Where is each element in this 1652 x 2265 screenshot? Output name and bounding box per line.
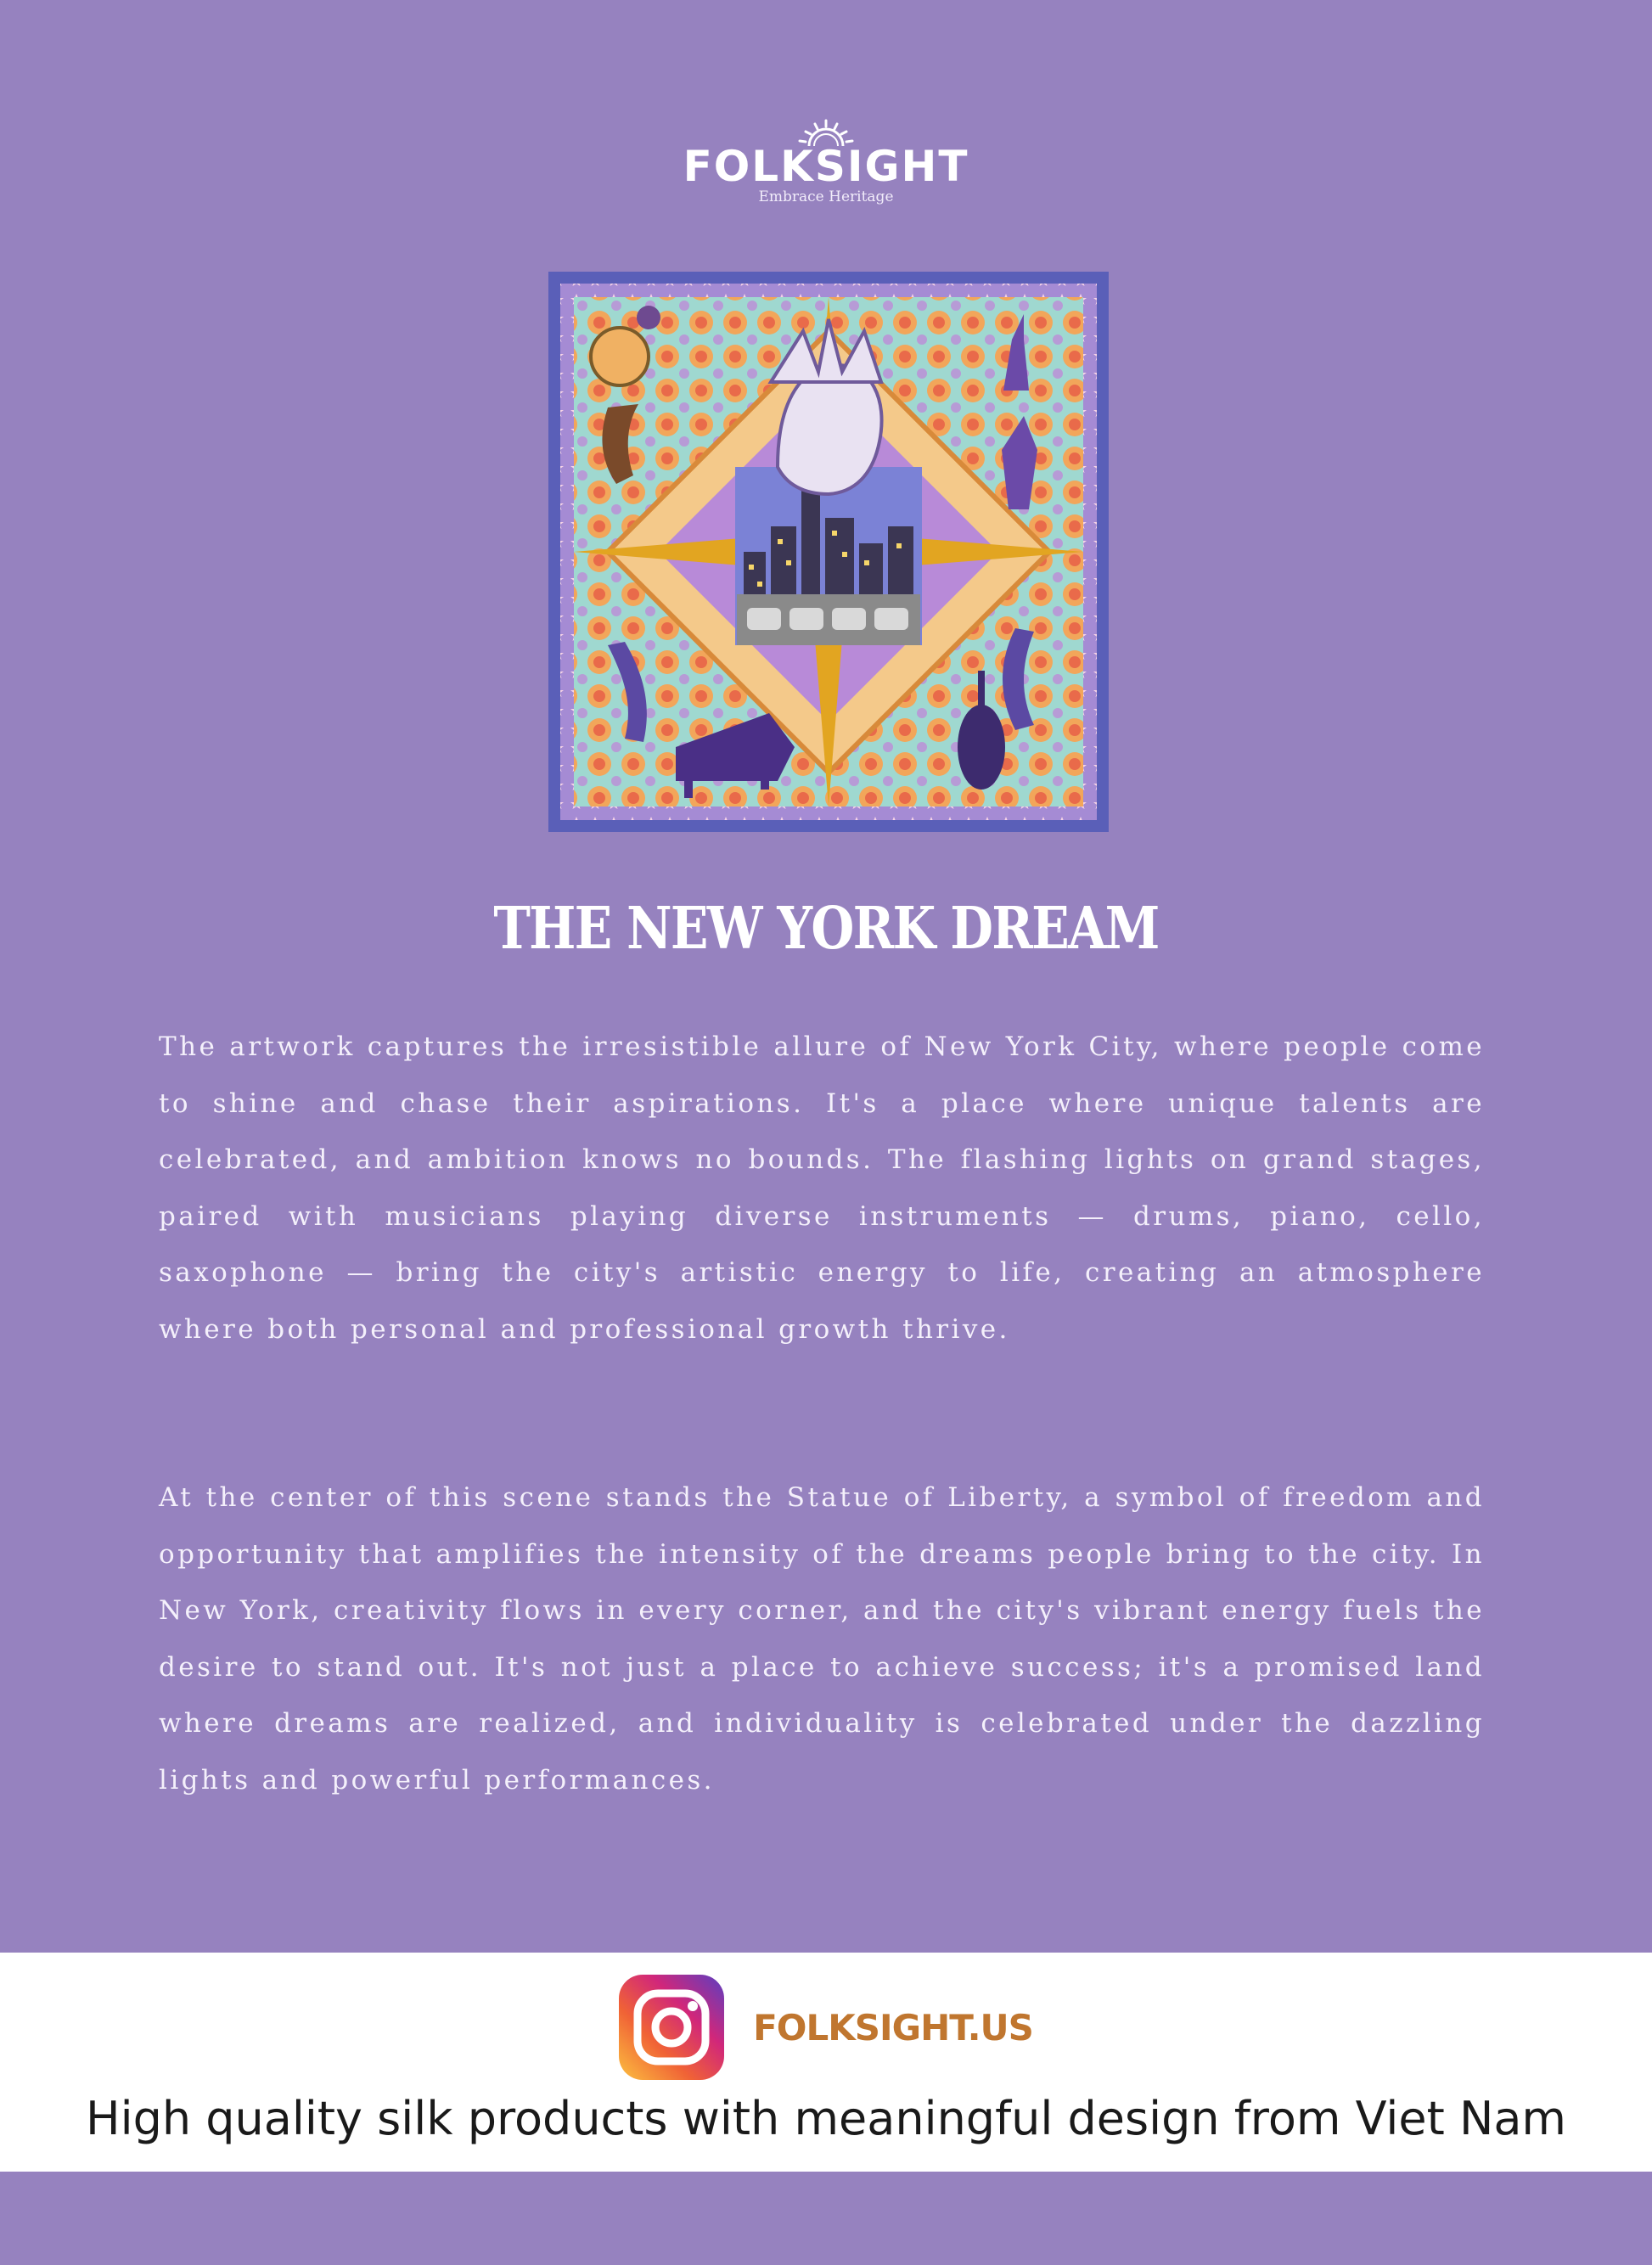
instagram-link[interactable] bbox=[0, 1975, 1652, 2080]
scarf-artwork bbox=[548, 272, 1109, 832]
brand-logo bbox=[0, 119, 1652, 205]
instagram-handle[interactable]: FOLKSIGHT.US bbox=[753, 2006, 1033, 2049]
instagram-icon[interactable] bbox=[619, 1975, 724, 2080]
page-title: THE NEW YORK DREAM bbox=[493, 895, 1159, 963]
footer-tagline: High quality silk products with meaningful design from Viet Nam bbox=[85, 2092, 1567, 2145]
brand-tagline: Embrace Heritage bbox=[758, 188, 894, 205]
paragraph-2: At the center of this scene stands the Statue of Liberty, a symbol of freedom and opportunity that amplifies the intensity of the dreams people bring to the city. In New York, creativity flows in every corner, and the city's vibrant energy fuels the desire to stand out. It's not just a place to achieve success; it's a promised land where dreams are realized, and individuality is celebrated under the dazzling lights and powerful performances. bbox=[159, 1482, 1485, 1796]
footer-banner bbox=[0, 1953, 1652, 2172]
brand-name: FOLKSIGHT bbox=[683, 142, 969, 191]
paragraph-1: The artwork captures the irresistible allure of New York City, where people come to shine and chase their aspirations. It's a place where unique talents are celebrated, and ambition knows no bounds. The flashing lights on grand stages, paired with musicians playing diverse instruments — drums, piano, cello, saxophone — bring the city's artistic energy to life, creating an atmosphere where both personal and professional growth thrive. bbox=[159, 1031, 1485, 1345]
